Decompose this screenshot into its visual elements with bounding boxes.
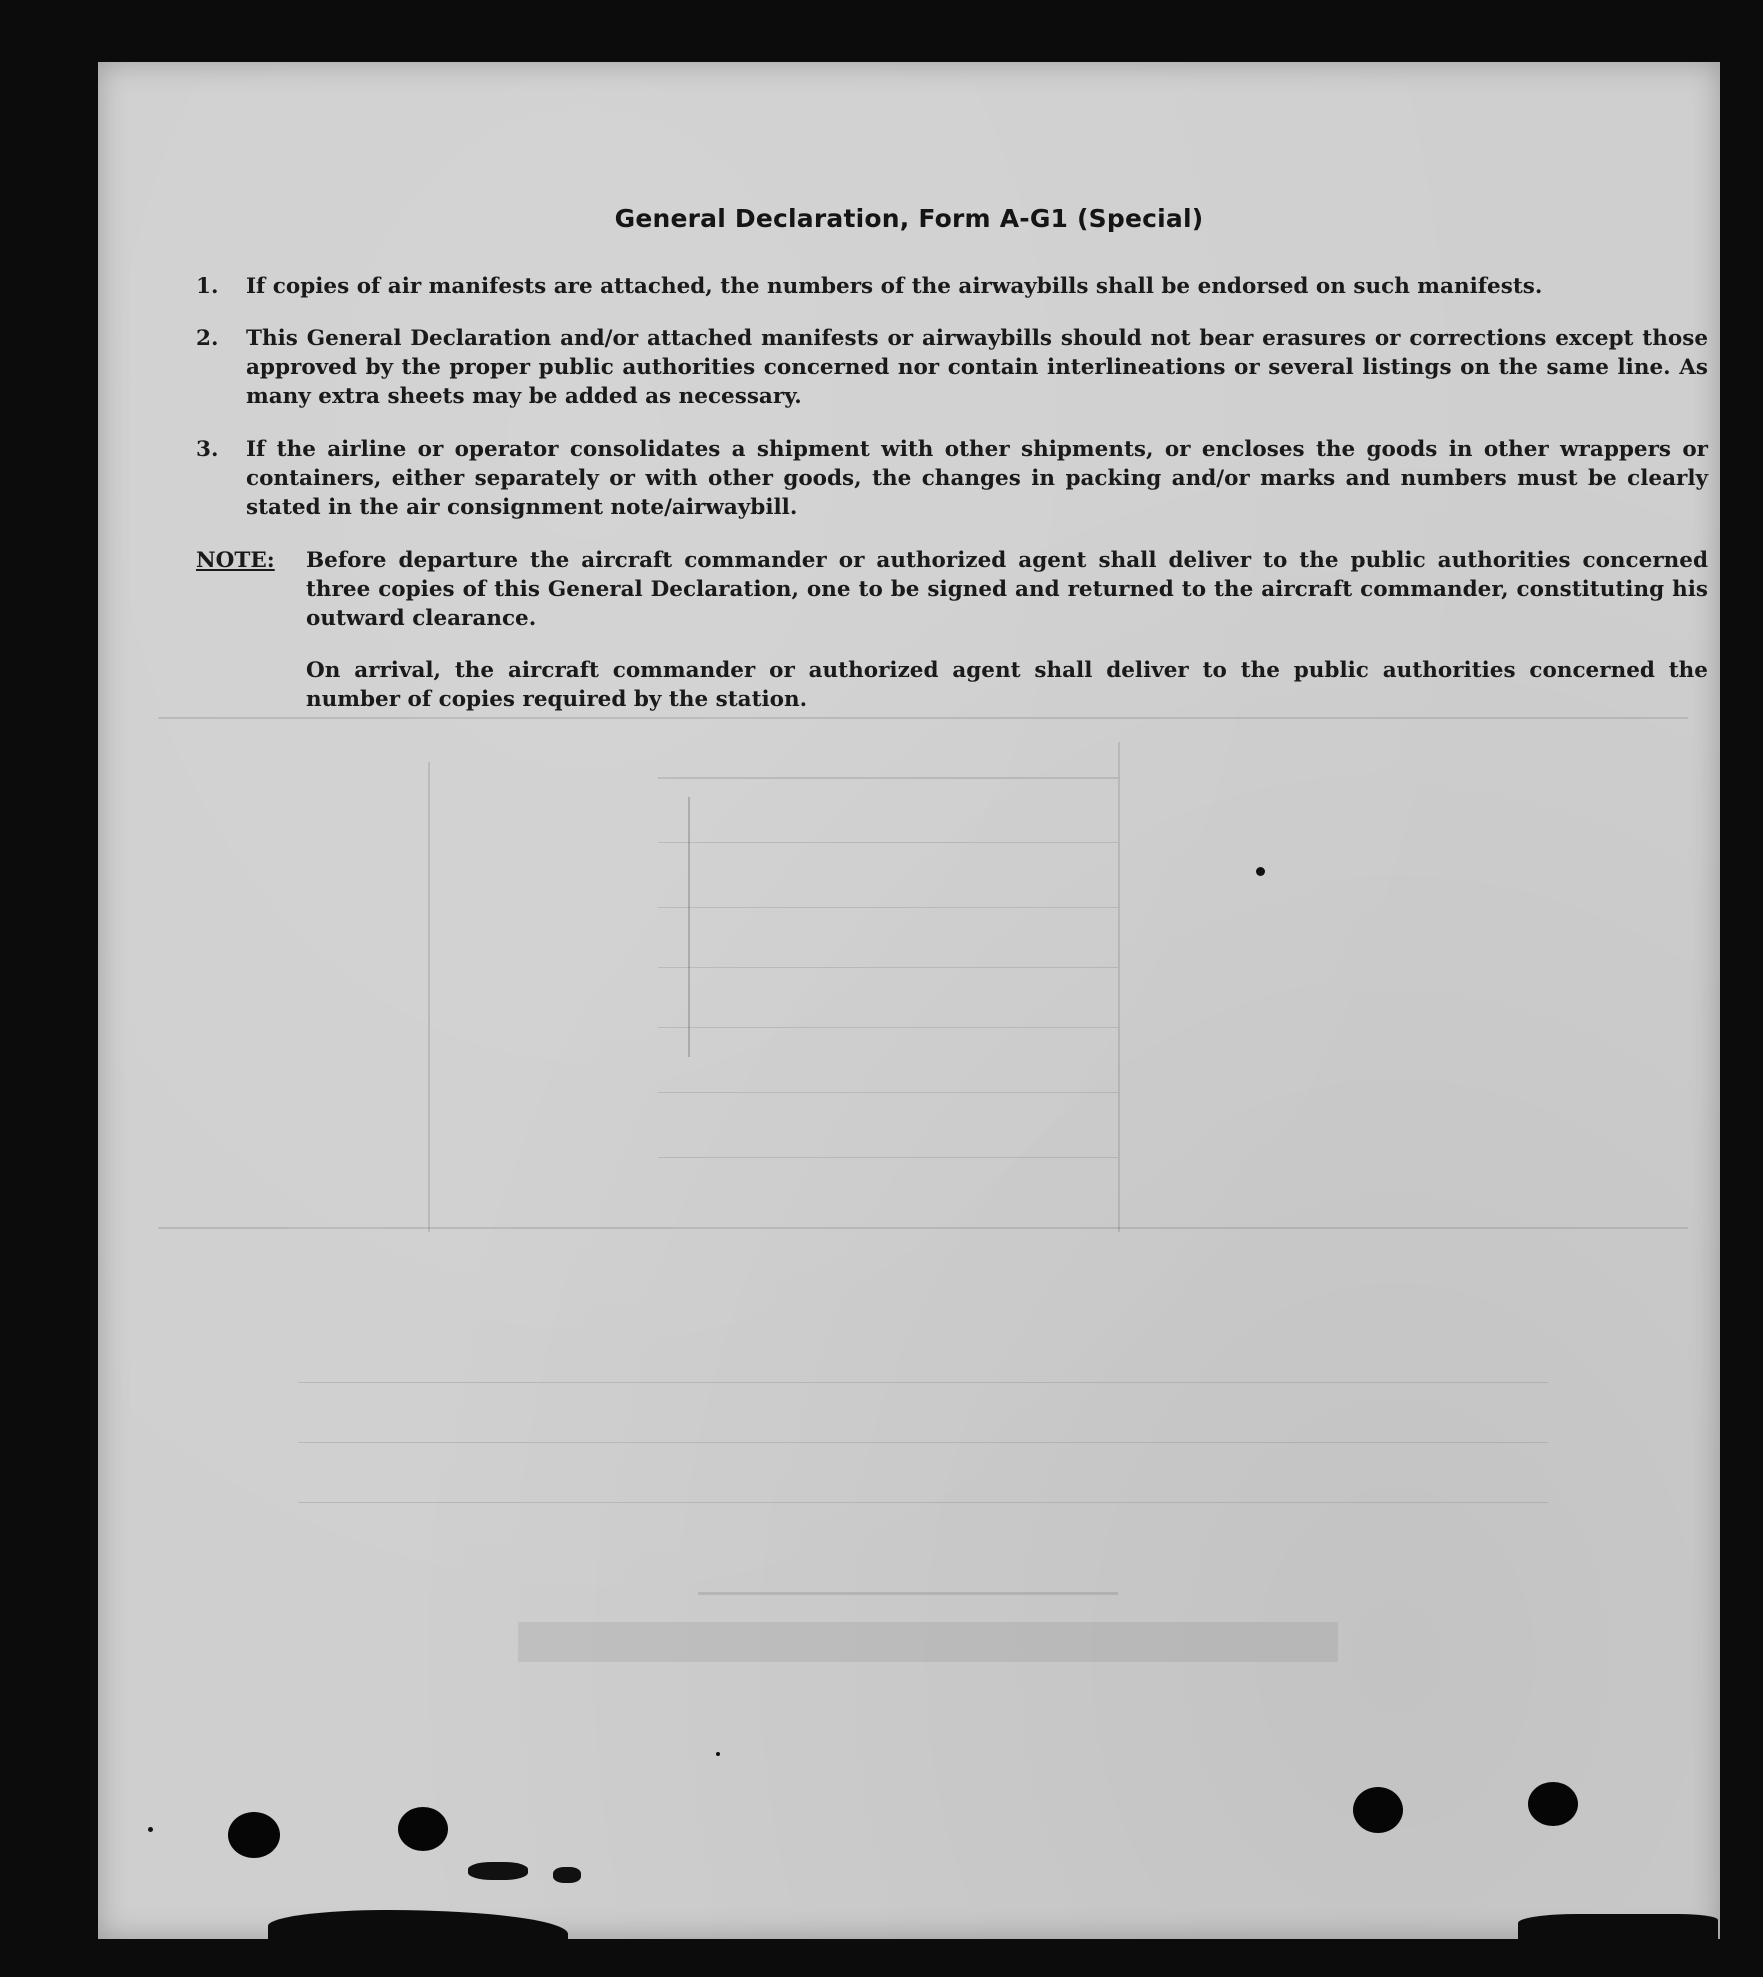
document-title: General Declaration, Form A-G1 (Special) xyxy=(614,204,1204,233)
item-text: This General Declaration and/or attached manifests or airwaybills should not bear erasures or corrections except those approved by the proper public authorities concerned nor contain interlineations or several listings on the same line. As many extra sheets may be added as necessary. xyxy=(246,326,1708,409)
show-through-rule xyxy=(298,1382,1548,1383)
show-through-rule xyxy=(1118,742,1120,1232)
show-through-handwriting xyxy=(688,797,780,1057)
show-through-rule xyxy=(658,1157,1118,1158)
torn-edge xyxy=(268,1910,568,1939)
torn-fragment xyxy=(553,1867,581,1883)
show-through-rule xyxy=(298,1442,1548,1443)
item-number: 2. xyxy=(196,326,219,351)
instruction-item xyxy=(196,324,1708,411)
item-number: 3. xyxy=(196,437,219,462)
punch-hole xyxy=(228,1812,280,1858)
show-through-rule xyxy=(698,1592,1118,1595)
ink-speck xyxy=(1256,867,1265,876)
item-number: 1. xyxy=(196,274,219,299)
torn-edge xyxy=(1518,1914,1718,1939)
show-through-rule xyxy=(658,777,1118,779)
ink-speck xyxy=(716,1752,720,1756)
show-through-rule xyxy=(658,1092,1118,1093)
note-label: NOTE: xyxy=(196,548,275,573)
show-through-block xyxy=(518,1622,1338,1662)
show-through-rule xyxy=(158,1227,1688,1229)
instruction-item xyxy=(196,272,1708,301)
note-paragraph: On arrival, the aircraft commander or authorized agent shall deliver to the public authorities concerned the number of copies required by the station. xyxy=(306,658,1708,712)
punch-hole xyxy=(1528,1782,1578,1826)
note-block xyxy=(196,546,1708,714)
document-page xyxy=(98,62,1720,1939)
note-paragraph: Before departure the aircraft commander or authorized agent shall deliver to the public authorities concerned three copies of this General Declaration, one to be signed and returned to the aircraft commander, constituting his outward clearance. xyxy=(306,548,1708,631)
punch-hole xyxy=(1353,1787,1403,1833)
show-through-rule xyxy=(298,1502,1548,1503)
instruction-item xyxy=(196,435,1708,522)
item-text: If the airline or operator consolidates a shipment with other shipments, or encloses the goods in other wrappers or containers, either separately or with other goods, the changes in packing and/or marks and numbers must be clearly stated in the air consignment note/airwaybill. xyxy=(246,437,1708,520)
punch-hole xyxy=(398,1807,448,1851)
item-text: If copies of air manifests are attached, the numbers of the airwaybills shall be endorsed on such manifests. xyxy=(246,274,1543,299)
show-through-rule xyxy=(158,717,1688,719)
torn-fragment xyxy=(468,1862,528,1880)
show-through-rule xyxy=(428,762,430,1232)
ink-speck xyxy=(148,1827,153,1832)
